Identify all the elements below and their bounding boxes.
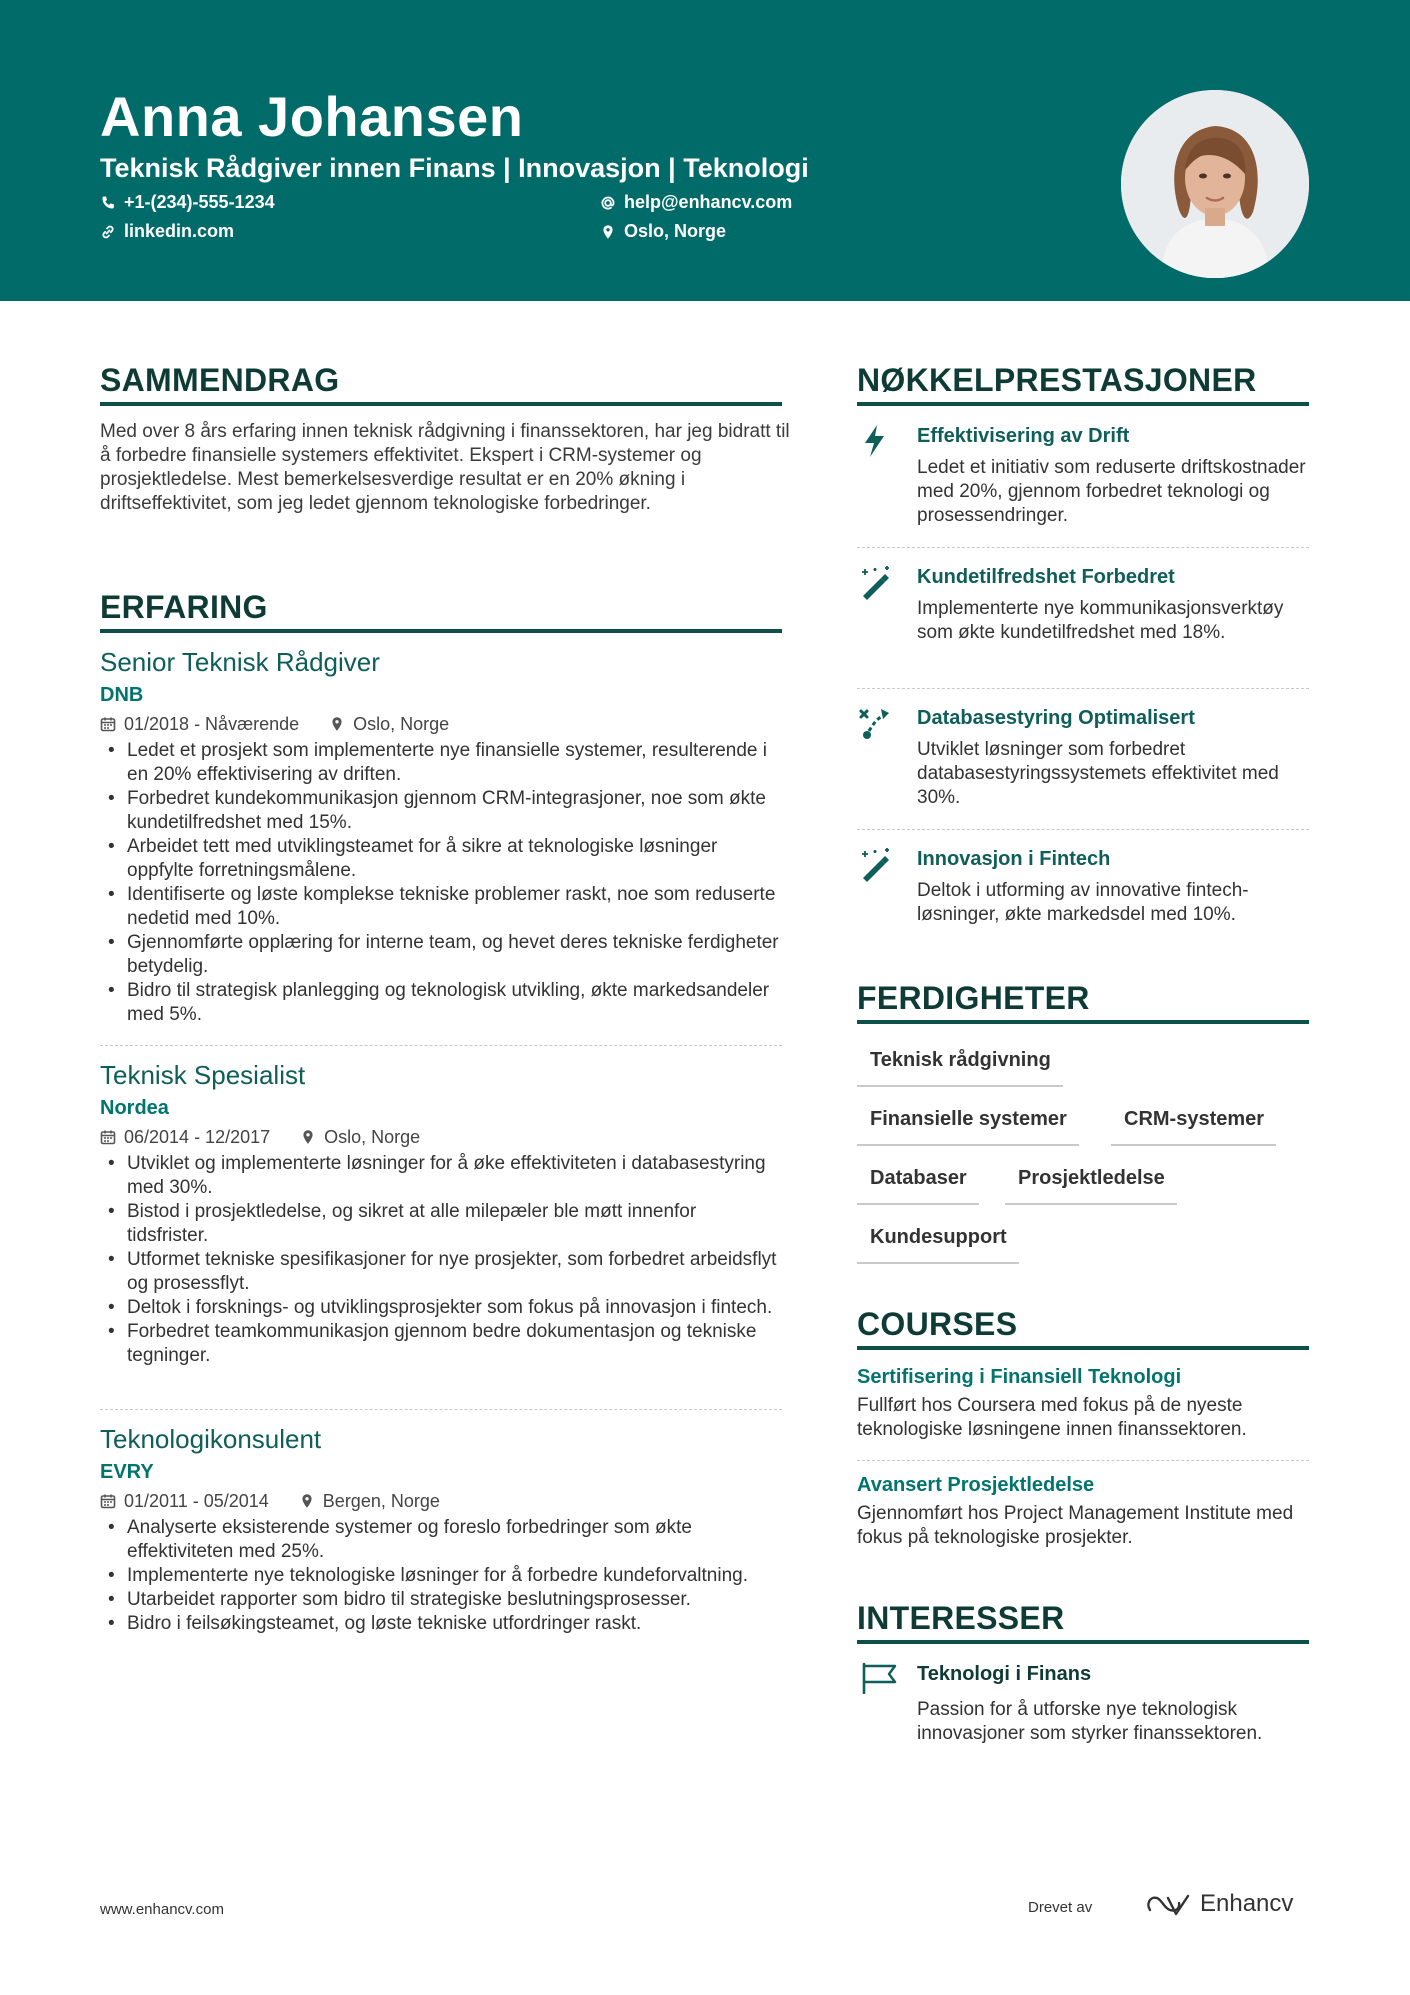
footer-powered-by: Drevet av bbox=[1028, 1899, 1093, 1916]
location-pin-icon bbox=[600, 224, 616, 240]
brand-logo[interactable] bbox=[1146, 1890, 1293, 1918]
candidate-name: Anna Johansen bbox=[100, 85, 524, 148]
contact-linkedin[interactable] bbox=[100, 221, 234, 242]
skill-tag: Finansielle systemer bbox=[857, 1106, 1079, 1146]
job-bullet: • Arbeidet tett med utviklingsteamet for å sikre at teknologiske løsninger oppfylte forretningsmålene. bbox=[100, 835, 782, 883]
job-bullet: • Gjennomførte opplæring for interne team, og hevet deres tekniske ferdigheter betydelig. bbox=[100, 931, 782, 979]
summary-rule bbox=[100, 402, 782, 406]
courses-heading: COURSES bbox=[857, 1306, 1018, 1342]
divider bbox=[857, 547, 1309, 548]
magic-wand-icon bbox=[857, 564, 893, 600]
achievement-title: Databasestyring Optimalisert bbox=[917, 707, 1195, 729]
course-item bbox=[857, 1472, 1317, 1550]
course-desc: Fullført hos Coursera med fokus på de nyeste teknologiske løsningene innen finanssektoren. bbox=[857, 1395, 1247, 1440]
experience-heading: ERFARING bbox=[100, 589, 268, 625]
brand-name: Enhancv bbox=[1200, 1890, 1294, 1917]
job-entry bbox=[100, 1058, 782, 1368]
job-company[interactable]: DNB bbox=[100, 684, 144, 706]
link-icon bbox=[100, 224, 116, 240]
phone-icon bbox=[100, 195, 116, 211]
divider bbox=[857, 688, 1309, 689]
experience-rule bbox=[100, 629, 782, 633]
course-title: Avansert Prosjektledelse bbox=[857, 1474, 1095, 1496]
course-title: Sertifisering i Finansiell Teknologi bbox=[857, 1366, 1182, 1388]
job-bullet: • Identifiserte og løste komplekse tekniske problemer raskt, noe som reduserte nedetid med 10%. bbox=[100, 883, 782, 931]
route-icon bbox=[857, 705, 893, 741]
enhancv-logo-icon bbox=[1146, 1892, 1192, 1916]
job-bullet: • Bidro i feilsøkingsteamet, og løste tekniske utfordringer raskt. bbox=[100, 1612, 782, 1636]
job-company[interactable]: Nordea bbox=[100, 1097, 169, 1119]
skill-tag: CRM-systemer bbox=[1111, 1106, 1276, 1146]
achievement-item bbox=[857, 705, 1309, 815]
job-bullet: • Ledet et prosjekt som implementerte nye finansielle systemer, resulterende i en 20% effektivisering av driften. bbox=[100, 739, 782, 787]
location-pin-icon bbox=[300, 1129, 316, 1145]
achievement-item bbox=[857, 846, 1309, 936]
summary-heading: SAMMENDRAG bbox=[100, 362, 340, 398]
footer-website[interactable]: www.enhancv.com bbox=[100, 1901, 224, 1918]
contact-phone[interactable] bbox=[100, 192, 275, 213]
achievements-rule bbox=[857, 402, 1309, 406]
magic-wand-icon bbox=[857, 846, 893, 882]
job-title: Senior Teknisk Rådgiver bbox=[100, 647, 380, 677]
achievement-title: Innovasjon i Fintech bbox=[917, 848, 1111, 870]
skills-rule bbox=[857, 1020, 1309, 1024]
interest-title: Teknologi i Finans bbox=[917, 1663, 1092, 1685]
job-location-text: Bergen, Norge bbox=[322, 1491, 440, 1511]
divider bbox=[857, 1460, 1309, 1461]
achievement-desc: Utviklet løsninger som forbedret databasestyringssystemets effektivitet med 30%. bbox=[917, 739, 1279, 808]
interest-desc: Passion for å utforske nye teknologisk innovasjoner som styrker finanssektoren. bbox=[917, 1699, 1263, 1744]
interests-rule bbox=[857, 1640, 1309, 1644]
job-dates-text: 01/2011 - 05/2014 bbox=[124, 1491, 269, 1511]
job-title: Teknisk Spesialist bbox=[100, 1060, 306, 1090]
achievement-title: Effektivisering av Drift bbox=[917, 425, 1130, 447]
job-bullet: • Forbedret teamkommunikasjon gjennom bedre dokumentasjon og tekniske tegninger. bbox=[100, 1320, 782, 1368]
at-icon bbox=[600, 195, 616, 211]
location-pin-icon bbox=[329, 716, 345, 732]
job-dates bbox=[100, 1124, 270, 1150]
course-item bbox=[857, 1364, 1317, 1442]
location-text: Oslo, Norge bbox=[624, 221, 727, 241]
job-bullet: • Implementerte nye teknologiske løsninger for å forbedre kundeforvaltning. bbox=[100, 1564, 782, 1588]
portrait-image bbox=[1121, 90, 1309, 278]
achievements-heading: NØKKELPRESTASJONER bbox=[857, 362, 1257, 398]
job-dates bbox=[100, 1488, 269, 1514]
divider bbox=[100, 1045, 782, 1046]
job-bullet: • Bistod i prosjektledelse, og sikret at alle milepæler ble møtt innenfor tidsfrister. bbox=[100, 1200, 782, 1248]
header-banner bbox=[0, 0, 1410, 301]
achievement-desc: Deltok i utforming av innovative fintech-løsninger, økte markedsdel med 10%. bbox=[917, 880, 1249, 925]
summary-text: Med over 8 års erfaring innen teknisk rådgivning i finanssektoren, har jeg bidratt til å forbedre finansielle systemers effektivitet. Ekspert i CRM-systemer og prosjektledelse. Mest bemerkelsesverdige resultat er en 20% økning i driftseffektivitet, som jeg ledet gjennom teknologiske forbedringer. bbox=[100, 421, 790, 514]
job-dates-text: 01/2018 - Nåværende bbox=[124, 714, 300, 734]
achievement-desc: Implementerte nye kommunikasjonsverktøy som økte kundetilfredshet med 18%. bbox=[917, 598, 1284, 643]
skill-tag: Databaser bbox=[857, 1165, 979, 1205]
divider bbox=[857, 829, 1309, 830]
location-pin-icon bbox=[299, 1493, 315, 1509]
email-text: help@enhancv.com bbox=[624, 192, 793, 212]
job-dates bbox=[100, 711, 299, 737]
contact-location bbox=[600, 221, 726, 242]
job-bullets bbox=[100, 1516, 782, 1636]
contact-email[interactable] bbox=[600, 192, 792, 213]
skill-tag: Prosjektledelse bbox=[1005, 1165, 1177, 1205]
job-meta bbox=[100, 1124, 782, 1150]
profile-photo bbox=[1121, 90, 1309, 278]
skill-tag: Teknisk rådgivning bbox=[857, 1047, 1063, 1087]
job-location-text: Oslo, Norge bbox=[353, 714, 450, 734]
skill-tag: Kundesupport bbox=[857, 1224, 1019, 1264]
divider bbox=[100, 1409, 782, 1410]
achievement-title: Kundetilfredshet Forbedret bbox=[917, 566, 1175, 588]
job-bullet: • Forbedret kundekommunikasjon gjennom CRM-integrasjoner, noe som økte kundetilfredshet med 15%. bbox=[100, 787, 782, 835]
job-entry bbox=[100, 1422, 782, 1636]
job-meta bbox=[100, 711, 782, 737]
phone-text: +1-(234)-555-1234 bbox=[124, 192, 275, 212]
achievement-item bbox=[857, 423, 1309, 533]
calendar-icon bbox=[100, 1129, 116, 1145]
courses-rule bbox=[857, 1346, 1309, 1350]
job-location bbox=[299, 1488, 440, 1514]
job-bullet: • Bidro til strategisk planlegging og teknologisk utvikling, økte markedsandeler med 5%. bbox=[100, 979, 782, 1027]
job-title: Teknologikonsulent bbox=[100, 1424, 322, 1454]
job-bullet: • Deltok i forsknings- og utviklingsprosjekter som fokus på innovasjon i fintech. bbox=[100, 1296, 782, 1320]
flag-icon bbox=[861, 1662, 899, 1694]
calendar-icon bbox=[100, 1493, 116, 1509]
job-dates-text: 06/2014 - 12/2017 bbox=[124, 1127, 271, 1147]
achievement-desc: Ledet et initiativ som reduserte driftskostnader med 20%, gjennom forbedret teknologi og prosessendringer. bbox=[917, 457, 1306, 526]
linkedin-text: linkedin.com bbox=[124, 221, 235, 241]
course-desc: Gjennomført hos Project Management Institute med fokus på teknologiske prosjekter. bbox=[857, 1503, 1294, 1548]
job-meta bbox=[100, 1488, 782, 1514]
lightning-icon bbox=[857, 423, 893, 459]
job-location-text: Oslo, Norge bbox=[324, 1127, 421, 1147]
job-bullet: • Utviklet og implementerte løsninger for å øke effektiviteten i databasestyring med 30%. bbox=[100, 1152, 782, 1200]
job-bullet: • Utformet tekniske spesifikasjoner for nye prosjekter, som forbedret arbeidsflyt og prosessflyt. bbox=[100, 1248, 782, 1296]
skills-heading: FERDIGHETER bbox=[857, 980, 1090, 1016]
job-location bbox=[329, 711, 449, 737]
job-bullets bbox=[100, 739, 782, 1027]
candidate-title: Teknisk Rådgiver innen Finans | Innovasjon | Teknologi bbox=[100, 153, 809, 183]
job-location bbox=[300, 1124, 420, 1150]
job-entry bbox=[100, 645, 782, 1027]
interests-heading: INTERESSER bbox=[857, 1600, 1065, 1636]
calendar-icon bbox=[100, 716, 116, 732]
job-bullet: • Analyserte eksisterende systemer og foreslo forbedringer som økte effektiviteten med 25%. bbox=[100, 1516, 782, 1564]
job-bullets bbox=[100, 1152, 782, 1368]
job-bullet: • Utarbeidet rapporter som bidro til strategiske beslutningsprosesser. bbox=[100, 1588, 782, 1612]
job-company[interactable]: EVRY bbox=[100, 1461, 154, 1483]
achievement-item bbox=[857, 564, 1309, 674]
